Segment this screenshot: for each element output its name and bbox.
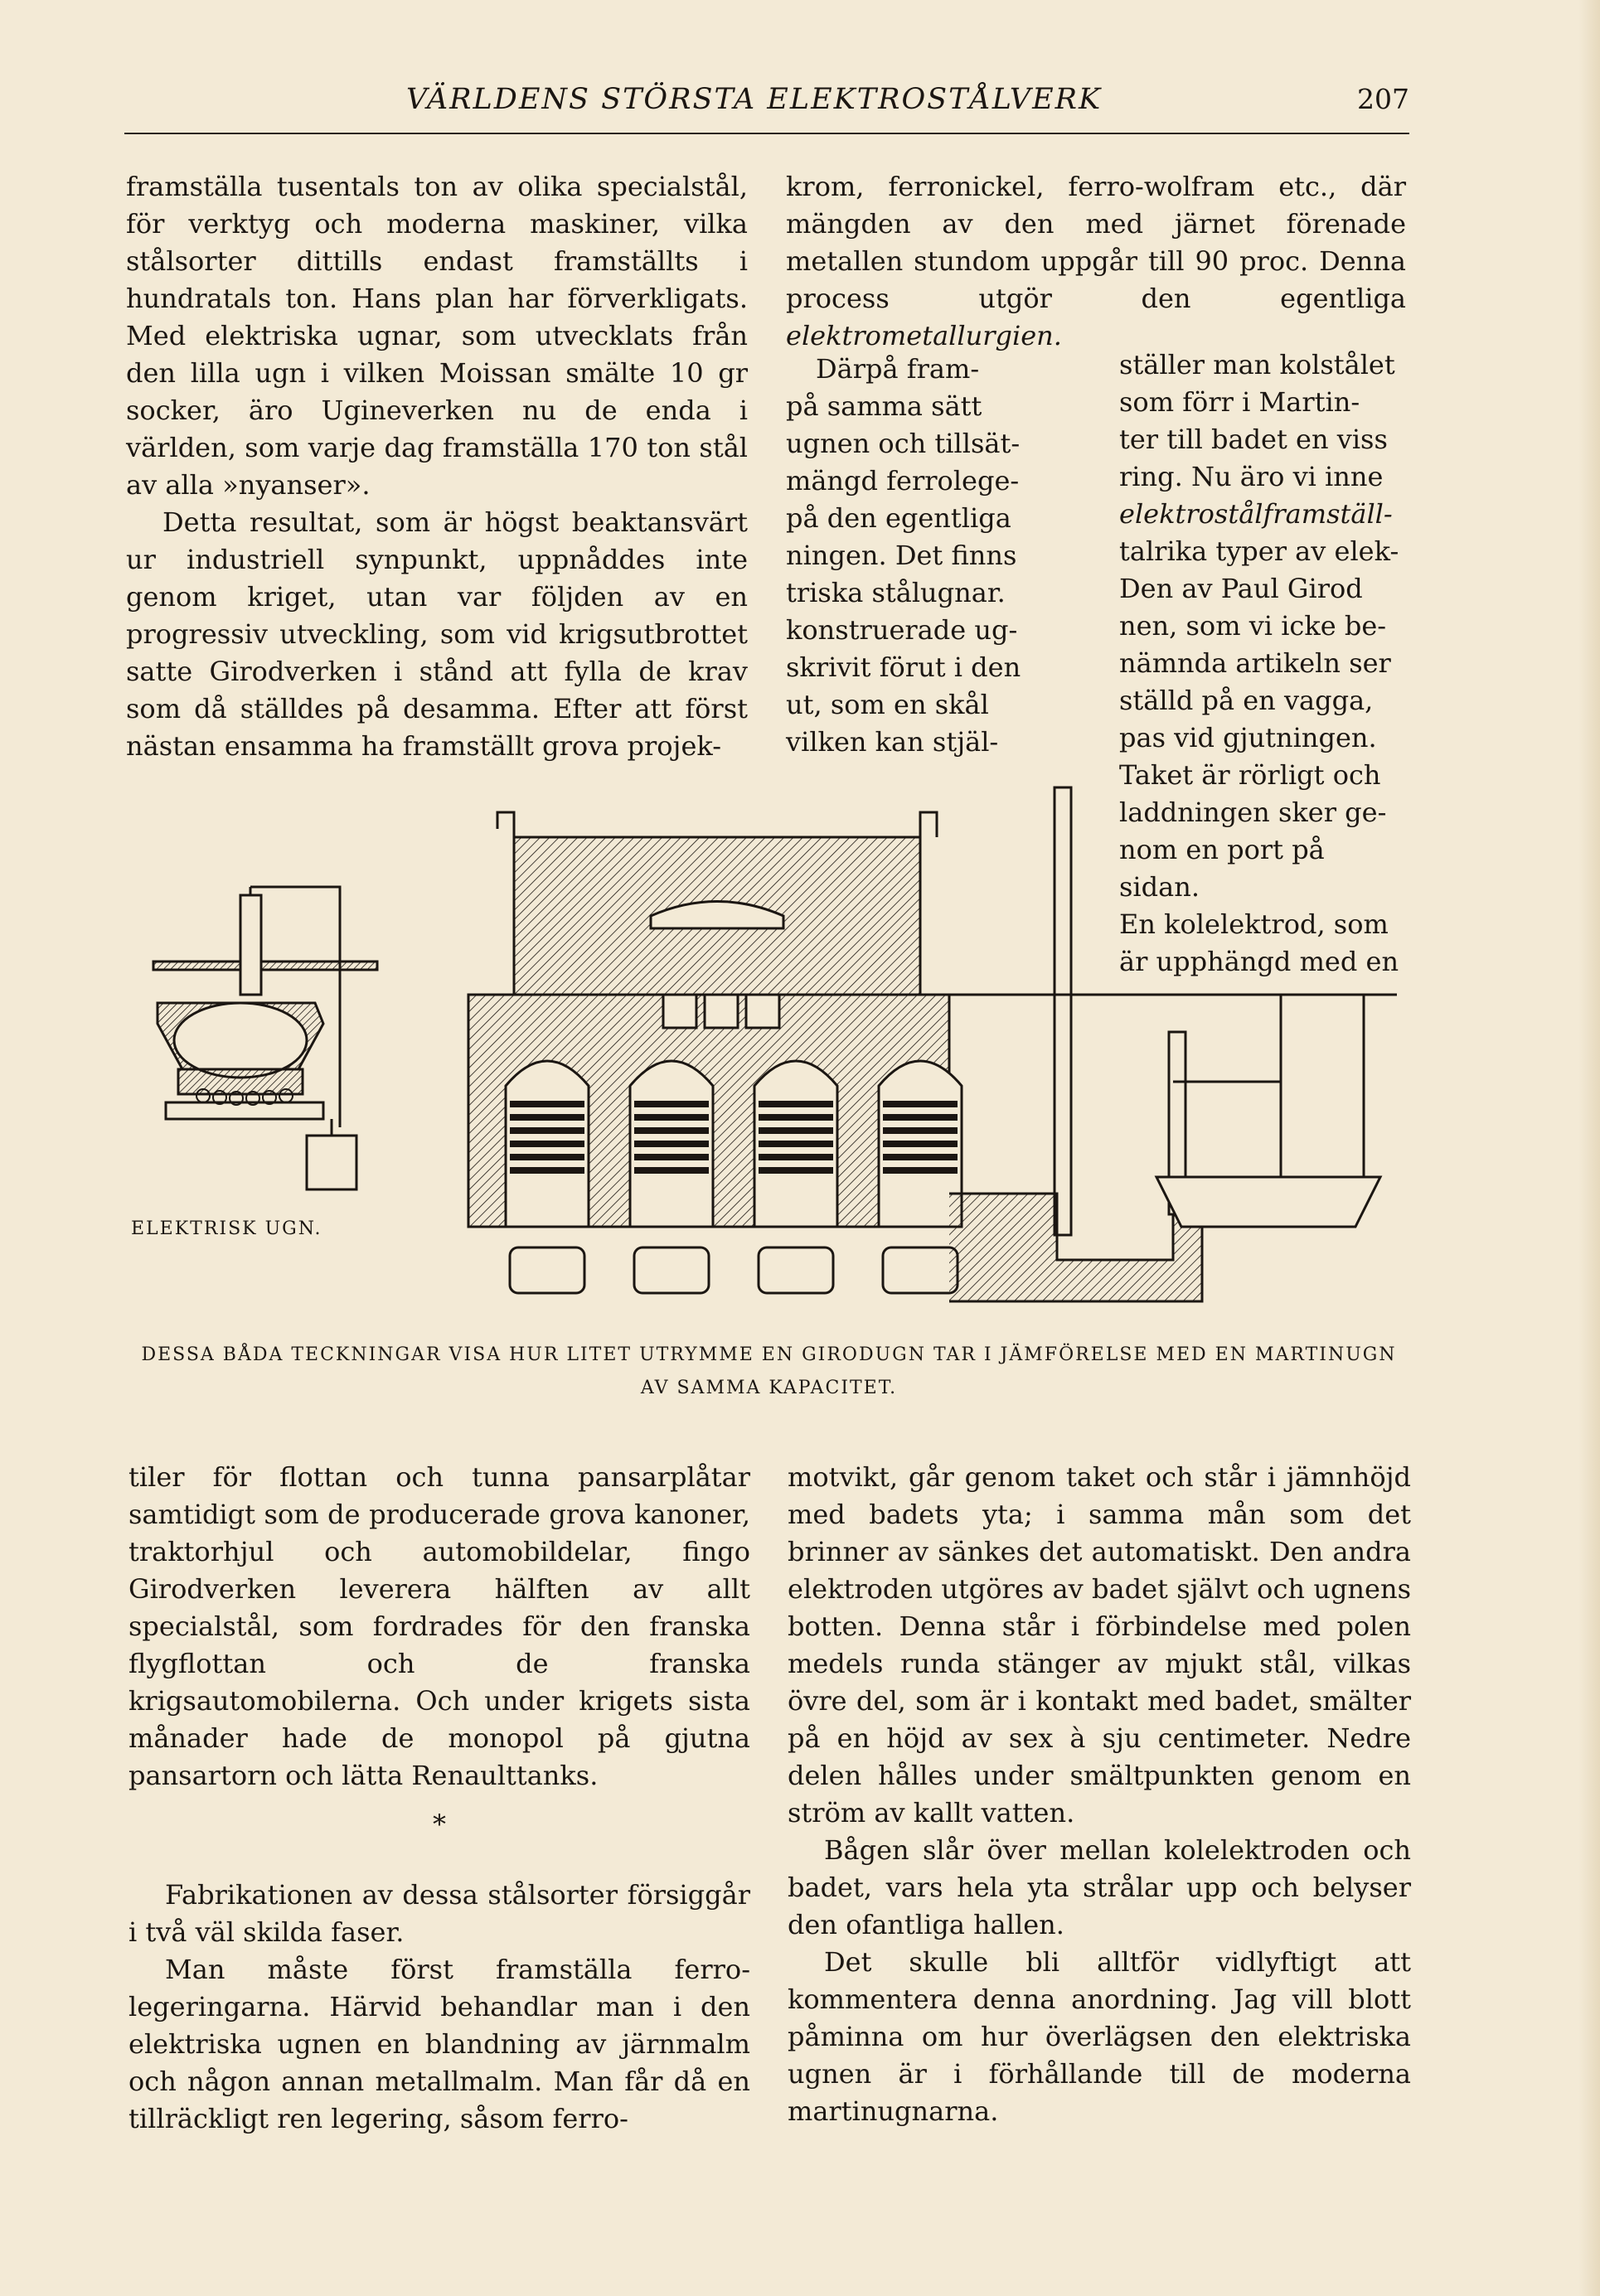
paragraph: Det skulle bli alltför vidlyftigt att kommentera denna anordning. Jag vill blott påminna om hur överlägsen den elektriska ugnen är i förhållande till de moderna martinugnarna. — [788, 1946, 1411, 2127]
line: konstruerade ug- — [786, 614, 1018, 646]
line: ring. Nu äro vi inne — [1119, 461, 1384, 492]
paragraph: Fabrikationen av dessa stålsorter försiggår i två väl skilda faser. — [128, 1879, 750, 1948]
line: nom en port på sidan. — [1119, 834, 1325, 903]
paragraph: Man måste först framställa ferro-legeringarna. Härvid behandlar man i den elektriska ugnen en blandning av järnmalm och någon annan metallmalm. Man får då en tillräckligt ren legering, såsom ferro- — [128, 1954, 750, 2134]
line: Därpå fram- — [816, 353, 980, 385]
lower-left-column — [128, 1459, 750, 2138]
upper-right-column — [786, 168, 1406, 355]
line: Den av Paul Girod — [1119, 573, 1363, 604]
lower-right-column — [788, 1459, 1411, 2130]
line: nämnda artikeln ser — [1119, 647, 1391, 679]
upper-left-column — [126, 168, 748, 765]
header-rule — [124, 133, 1409, 134]
line: vilken kan stjäl- — [786, 726, 999, 758]
electric-furnace-illustration — [133, 879, 390, 1194]
line: nen, som vi icke be- — [1119, 610, 1387, 642]
figure-caption-main: DESSA BÅDA TECKNINGAR VISA HUR LITET UTRYMME EN GIRODUGN TAR I JÄMFÖRELSE MED EN MARTINUGN AV SAMMA KAPACITET. — [141, 1344, 1397, 1398]
line: ugnen och tillsät- — [786, 428, 1021, 459]
line: ningen. Det finns — [786, 540, 1017, 571]
line: som förr i Martin- — [1119, 386, 1360, 418]
line: på samma sätt — [786, 390, 982, 422]
figure-caption-small: ELEKTRISK UGN. — [131, 1218, 322, 1239]
split-left-column — [786, 351, 1026, 761]
text-run: krom, ferronickel, ferro-wolfram etc., där mängden av den med järnet förenade metallen stundom uppgår till 90 proc. Denna process utgör den egentliga — [786, 171, 1406, 314]
paragraph: Bågen slår över mellan kolelektroden och badet, vars hela yta strålar upp och belyser den ofantliga hallen. — [788, 1834, 1411, 1940]
line: skrivit förut i den — [786, 652, 1021, 683]
line: laddningen sker ge- — [1119, 797, 1387, 828]
paragraph: motvikt, går genom taket och står i jämnhöjd med badets yta; i samma mån som det brinner av sänkes det automatiskt. Den andra elektroden utgöres av badet självt och ugnens botten. Denna står i förbindelse med polen medels runda stänger av mjukt stål, vilkas övre del, som är i kontakt med badet, smälter på en höjd av sex à sju centimeter. Nedre delen hålles under smältpunkten genom en ström av kallt vatten. — [788, 1461, 1411, 1829]
line: mängd ferrolege- — [786, 465, 1020, 496]
line: pas vid gjutningen. — [1119, 722, 1377, 753]
italic-term: elektrometallurgien. — [786, 320, 1062, 351]
paragraph — [786, 168, 1406, 355]
paragraph: Detta resultat, som är högst beaktansvärt ur industriell synpunkt, uppnåddes inte genom kriget, utan var följden av en progressiv utveckling, som vid krigsutbrottet satte Girodverken i stånd att fylla de krav som då ställdes på desamma. Efter att först nästan ensamma ha framställt grova projek- — [126, 506, 748, 762]
running-title: VÄRLDENS STÖRSTA ELEKTROSTÅLVERK — [406, 83, 1103, 116]
line: ter till badet en viss — [1119, 424, 1388, 455]
line: En kolelektrod, som — [1119, 908, 1389, 940]
martin-furnace-illustration — [460, 729, 1413, 1310]
line: på den egentliga — [786, 502, 1011, 534]
line: ställd på en vagga, — [1119, 685, 1374, 716]
running-head — [124, 83, 1409, 126]
page-edge — [1578, 0, 1600, 2296]
line: Taket är rörligt och — [1119, 759, 1381, 791]
line: triska stålugnar. — [786, 577, 1006, 608]
line: ställer man kolstålet — [1119, 349, 1395, 380]
line: talrika typer av elek- — [1119, 535, 1399, 567]
page-number: 207 — [1357, 83, 1409, 115]
line: ut, som en skål — [786, 689, 989, 720]
line: är upphängd med en — [1119, 946, 1399, 977]
line: elektrostålframställ- — [1119, 498, 1393, 530]
paragraph: tiler för flottan och tunna pansarplåtar samtidigt som de producerade grova kanoner, traktorhjul och automobildelar, fingo Girodverken leverera hälften av allt specialstål, som fordrades för den franska flygflottan och de franska krigsautomobilerna. Och under krigets sista månader hade de monopol på gjutna pansartorn och lätta Renaulttanks. — [128, 1461, 750, 1791]
section-separator: * — [433, 1809, 446, 1840]
paragraph: framställa tusentals ton av olika specialstål, för verktyg och moderna maskiner, vilka stålsorter dittills endast framställts i hundratals ton. Hans plan har förverkligats. Med elektriska ugnar, som utvecklats från den lilla ugn i vilken Moissan smälte 10 gr socker, äro Ugineverken nu de enda i världen, som varje dag framställa 170 ton stål av alla »nyanser». — [126, 171, 748, 501]
